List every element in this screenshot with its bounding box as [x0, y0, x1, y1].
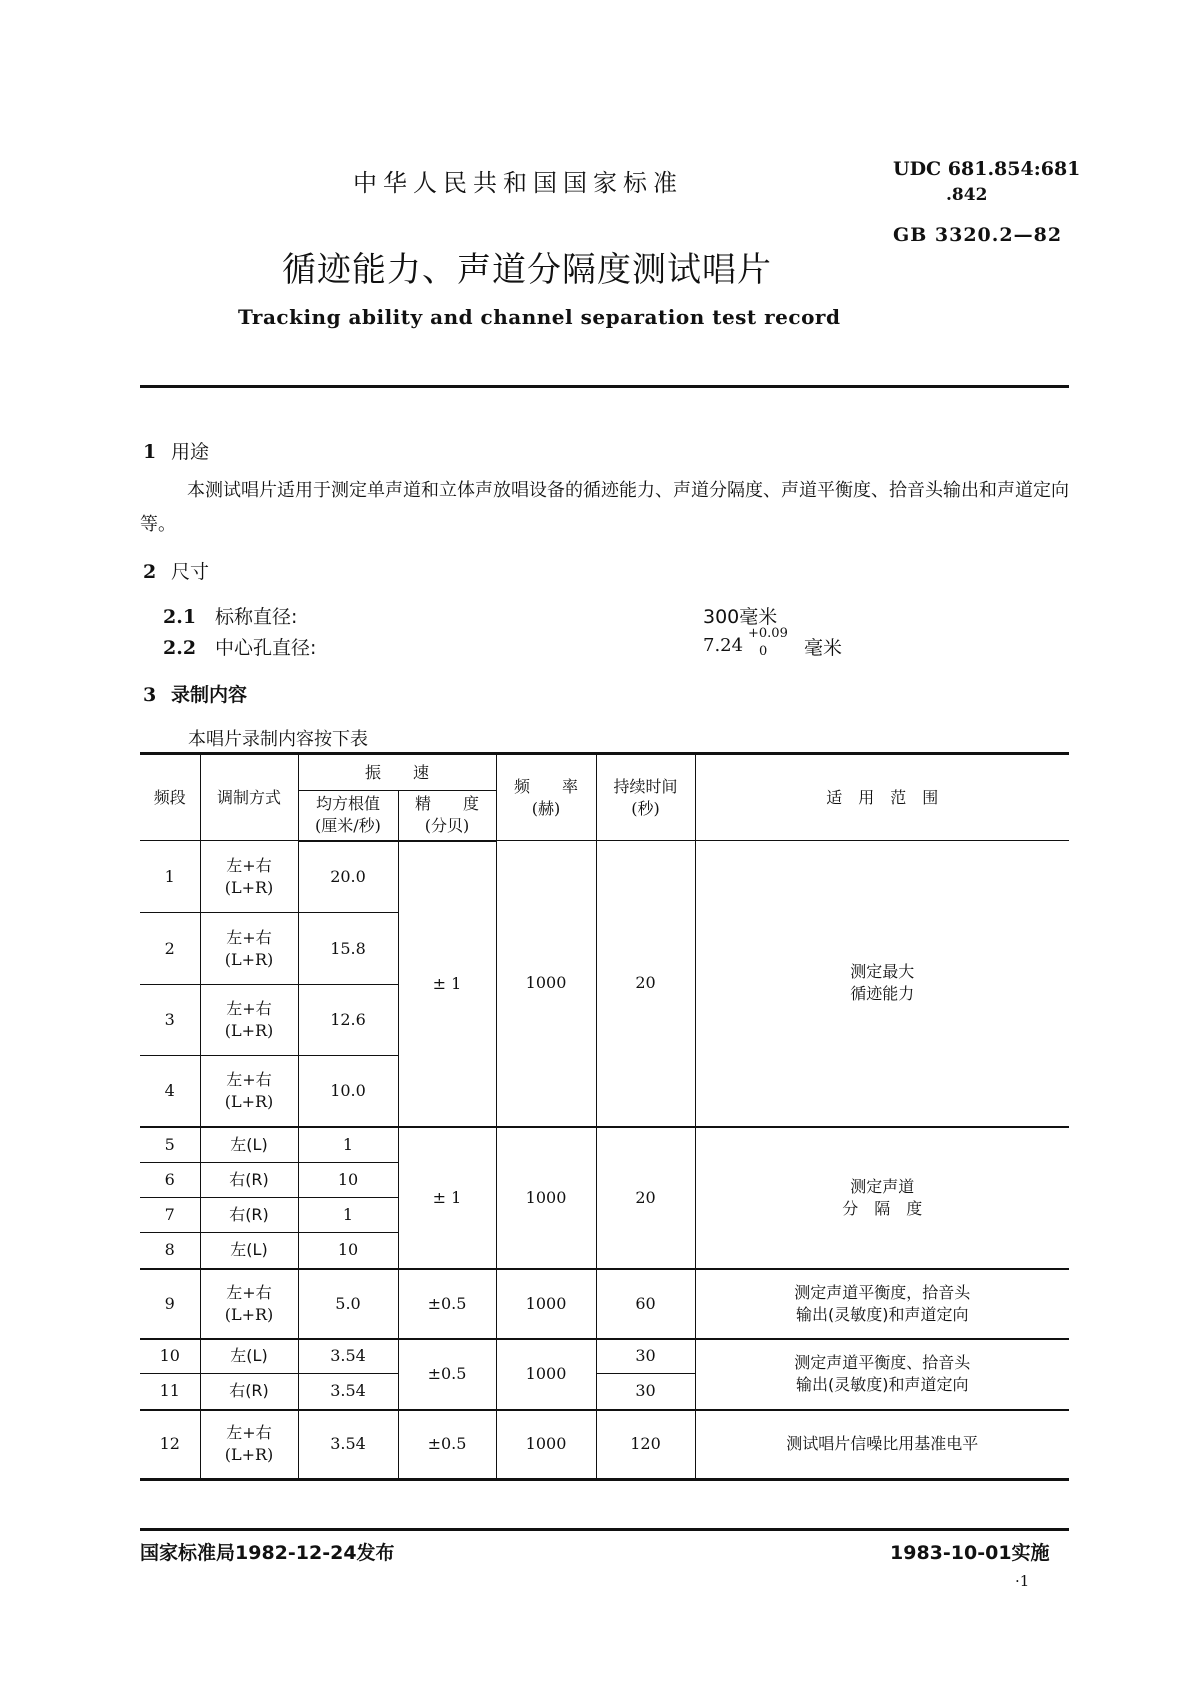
band-cell: 10: [140, 1339, 200, 1374]
band-cell: 8: [140, 1233, 200, 1269]
section-number: 1: [143, 441, 157, 463]
duration-cell: 120: [596, 1410, 695, 1480]
duration-cell: 60: [596, 1269, 695, 1339]
rms-cell: 10: [298, 1233, 398, 1269]
header-frequency-label: 频 率: [514, 776, 579, 796]
rms-cell: 3.54: [298, 1339, 398, 1374]
header-rms: [298, 791, 398, 841]
band-cell: 1: [140, 841, 200, 913]
header-accuracy-label: 精 度: [415, 794, 480, 814]
header-accuracy: [398, 791, 496, 841]
nominal-diameter-value: 300毫米: [703, 606, 778, 628]
scope-line: 测定声道: [850, 1176, 915, 1196]
table-row: [140, 1127, 1069, 1163]
scope-cell: 测试唱片信噪比用基准电平: [695, 1410, 1069, 1480]
table-row: [140, 841, 1069, 913]
scope-cell: [695, 1339, 1069, 1410]
section-3-heading: [143, 680, 247, 707]
issue-date: 国家标准局1982-12-24发布: [140, 1542, 395, 1564]
header-duration: [596, 754, 695, 841]
modulation-text: 左+右: [226, 1423, 272, 1443]
scope-line: 分 隔 度: [842, 1198, 923, 1218]
accuracy-cell: ±0.5: [398, 1410, 496, 1480]
header-rule: [140, 385, 1069, 388]
header-frequency: [496, 754, 596, 841]
modulation-code: (L+R): [224, 1304, 274, 1324]
band-cell: 3: [140, 985, 200, 1056]
tolerance-upper: +0.09: [748, 626, 788, 641]
header-band: 频段: [140, 754, 200, 841]
scope-line: 输出(灵敏度)和声道定向: [796, 1375, 969, 1394]
header-rms-label: 均方根值: [315, 794, 380, 814]
modulation-text: 左+右: [226, 1282, 272, 1302]
accuracy-cell: ±0.5: [398, 1339, 496, 1410]
rms-cell: 1: [298, 1127, 398, 1163]
rms-cell: 3.54: [298, 1374, 398, 1410]
header-accuracy-unit: (分贝): [424, 816, 470, 836]
band-cell: 6: [140, 1163, 200, 1198]
modulation-cell: 左(L): [200, 1127, 298, 1163]
section-title: 尺寸: [171, 561, 210, 583]
section-2-heading: [143, 557, 209, 584]
item-label: 中心孔直径:: [215, 637, 317, 659]
modulation-text: 左+右: [226, 999, 272, 1018]
modulation-code: (L+R): [224, 1091, 274, 1111]
tolerance-lower: 0: [759, 644, 768, 659]
frequency-cell: 1000: [496, 1410, 596, 1480]
item-number: 2.1: [163, 606, 197, 628]
header-frequency-unit: (赫): [531, 798, 561, 818]
modulation-cell: [200, 1056, 298, 1127]
item-label: 标称直径:: [215, 606, 298, 628]
footer-rule: [140, 1528, 1069, 1531]
section-1-body: 本测试唱片适用于测定单声道和立体声放唱设备的循迹能力、声道分隔度、声道平衡度、拾音头输出和声道定向等。: [140, 480, 1069, 535]
section-number: 2: [143, 561, 157, 583]
item-2-1: [163, 602, 297, 629]
scope-cell: [695, 1269, 1069, 1339]
scope-cell: [695, 841, 1069, 1127]
modulation-cell: [200, 1269, 298, 1339]
modulation-cell: 右(R): [200, 1374, 298, 1410]
header-rms-unit: (厘米/秒): [315, 816, 381, 836]
duration-cell: 20: [596, 1127, 695, 1269]
modulation-text: 左+右: [226, 1069, 272, 1089]
duration-cell: 20: [596, 841, 695, 1127]
band-cell: 4: [140, 1056, 200, 1127]
rms-cell: 1: [298, 1198, 398, 1233]
modulation-cell: 左(L): [200, 1233, 298, 1269]
rms-cell: 10.0: [298, 1056, 398, 1127]
modulation-code: (L+R): [224, 1445, 274, 1465]
band-cell: 2: [140, 913, 200, 985]
recording-content-table: [140, 752, 1069, 1481]
section-title: 录制内容: [171, 684, 248, 706]
modulation-cell: 左(L): [200, 1339, 298, 1374]
frequency-cell: 1000: [496, 1269, 596, 1339]
accuracy-cell: ±0.5: [398, 1269, 496, 1339]
center-hole-unit: 毫米: [804, 637, 843, 659]
modulation-code: (L+R): [224, 1021, 274, 1040]
header-velocity: 振 速: [298, 754, 496, 791]
gb-standard-number: GB 3320.2—82: [893, 224, 1063, 246]
modulation-text: 左+右: [226, 927, 272, 947]
udc-code-continuation: .842: [946, 185, 988, 205]
section-title: 用途: [171, 441, 210, 463]
rms-cell: 3.54: [298, 1410, 398, 1480]
rms-cell: 5.0: [298, 1269, 398, 1339]
band-cell: 5: [140, 1127, 200, 1163]
standard-title: 中华人民共和国国家标准: [353, 169, 683, 197]
duration-cell: 30: [596, 1374, 695, 1410]
frequency-cell: 1000: [496, 841, 596, 1127]
scope-line: 测定声道平衡度、拾音头: [794, 1353, 971, 1372]
header-modulation: 调制方式: [200, 754, 298, 841]
frequency-cell: 1000: [496, 1339, 596, 1410]
duration-cell: 30: [596, 1339, 695, 1374]
modulation-cell: 右(R): [200, 1198, 298, 1233]
table-header-row: [140, 754, 1069, 791]
band-cell: 9: [140, 1269, 200, 1339]
scope-line: 输出(灵敏度)和声道定向: [796, 1304, 969, 1324]
accuracy-cell: ± 1: [398, 841, 496, 1127]
modulation-text: 左+右: [226, 855, 272, 875]
document-title-en: Tracking ability and channel separation test record: [238, 305, 841, 329]
rms-cell: 20.0: [298, 841, 398, 913]
band-cell: 11: [140, 1374, 200, 1410]
band-cell: 7: [140, 1198, 200, 1233]
item-2-2: [163, 633, 316, 660]
section-1-heading: [143, 437, 209, 464]
section-number: 3: [143, 684, 157, 706]
scope-line: 循迹能力: [850, 984, 915, 1004]
modulation-cell: [200, 841, 298, 913]
scope-cell: [695, 1127, 1069, 1269]
center-hole-value: [703, 626, 883, 662]
effective-date: 1983-10-01实施: [890, 1542, 1050, 1564]
modulation-cell: [200, 985, 298, 1056]
header-duration-unit: (秒): [631, 798, 660, 818]
page-number: ·1: [1015, 1572, 1030, 1590]
rms-cell: 15.8: [298, 913, 398, 985]
modulation-cell: [200, 913, 298, 985]
modulation-cell: [200, 1410, 298, 1480]
modulation-cell: 右(R): [200, 1163, 298, 1198]
modulation-code: (L+R): [224, 877, 274, 897]
scope-line: 测定最大: [850, 962, 915, 982]
table-intro: 本唱片录制内容按下表: [188, 729, 368, 750]
document-title-cn: 循迹能力、声道分隔度测试唱片: [282, 250, 772, 290]
udc-code: UDC 681.854:681: [893, 158, 1081, 180]
frequency-cell: 1000: [496, 1127, 596, 1269]
modulation-code: (L+R): [224, 949, 274, 969]
rms-cell: 10: [298, 1163, 398, 1198]
table-row: [140, 1269, 1069, 1339]
header-duration-label: 持续时间: [613, 776, 678, 796]
header-scope: 适 用 范 围: [695, 754, 1069, 841]
rms-cell: 12.6: [298, 985, 398, 1056]
center-hole-main: 7.24: [703, 635, 744, 656]
item-number: 2.2: [163, 637, 197, 659]
table-row: [140, 1339, 1069, 1374]
accuracy-cell: ± 1: [398, 1127, 496, 1269]
band-cell: 12: [140, 1410, 200, 1480]
scope-line: 测定声道平衡度，拾音头: [794, 1282, 971, 1302]
table-row: [140, 1410, 1069, 1480]
